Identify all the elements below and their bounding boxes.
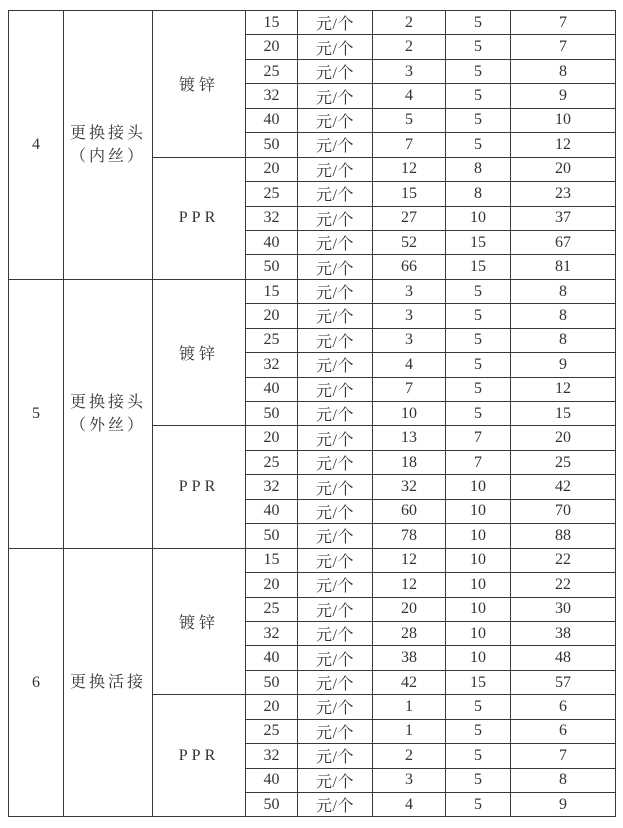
- price-cell: 5: [446, 108, 511, 132]
- price-cell: 20: [511, 426, 616, 450]
- table-row: [9, 11, 616, 35]
- price-table-body: [9, 11, 616, 817]
- size-cell: 25: [246, 597, 298, 621]
- size-cell: 32: [246, 84, 298, 108]
- row-number-cell: 4: [9, 11, 64, 280]
- unit-cell: 元/个: [298, 182, 373, 206]
- size-cell: 40: [246, 377, 298, 401]
- price-cell: 37: [511, 206, 616, 230]
- price-cell: 1: [373, 695, 446, 719]
- price-cell: 8: [511, 59, 616, 83]
- material-name-cell: 镀锌: [153, 11, 246, 158]
- item-name-cell: [64, 548, 153, 817]
- price-table: [8, 10, 616, 817]
- unit-cell: 元/个: [298, 499, 373, 523]
- item-name-line: （外丝）: [69, 416, 146, 434]
- price-cell: 8: [446, 157, 511, 181]
- price-cell: 3: [373, 328, 446, 352]
- size-cell: 20: [246, 695, 298, 719]
- unit-cell: 元/个: [298, 475, 373, 499]
- size-cell: 15: [246, 279, 298, 303]
- size-cell: 40: [246, 768, 298, 792]
- unit-cell: 元/个: [298, 206, 373, 230]
- price-cell: 27: [373, 206, 446, 230]
- price-cell: 5: [446, 793, 511, 817]
- price-cell: 6: [511, 695, 616, 719]
- price-cell: 15: [446, 255, 511, 279]
- price-cell: 10: [446, 646, 511, 670]
- price-cell: 12: [373, 573, 446, 597]
- price-cell: 5: [446, 328, 511, 352]
- price-cell: 5: [446, 133, 511, 157]
- price-cell: 42: [511, 475, 616, 499]
- price-cell: 5: [446, 695, 511, 719]
- table-row: [9, 548, 616, 572]
- unit-cell: 元/个: [298, 133, 373, 157]
- price-cell: 10: [446, 597, 511, 621]
- size-cell: 32: [246, 744, 298, 768]
- price-cell: 4: [373, 84, 446, 108]
- price-cell: 6: [511, 719, 616, 743]
- price-cell: 5: [373, 108, 446, 132]
- price-cell: 18: [373, 450, 446, 474]
- price-cell: 5: [446, 353, 511, 377]
- unit-cell: 元/个: [298, 353, 373, 377]
- item-name-cell: [64, 279, 153, 548]
- price-cell: 5: [446, 744, 511, 768]
- unit-cell: 元/个: [298, 768, 373, 792]
- material-name-cell: 镀锌: [153, 279, 246, 426]
- price-cell: 52: [373, 230, 446, 254]
- price-cell: 57: [511, 670, 616, 694]
- unit-cell: 元/个: [298, 597, 373, 621]
- unit-cell: 元/个: [298, 304, 373, 328]
- size-cell: 20: [246, 573, 298, 597]
- price-cell: 9: [511, 84, 616, 108]
- material-name-cell: PPR: [153, 695, 246, 817]
- size-cell: 20: [246, 426, 298, 450]
- unit-cell: 元/个: [298, 402, 373, 426]
- price-cell: 5: [446, 719, 511, 743]
- price-cell: 25: [511, 450, 616, 474]
- price-cell: 20: [511, 157, 616, 181]
- price-cell: 10: [446, 548, 511, 572]
- price-cell: 48: [511, 646, 616, 670]
- price-cell: 9: [511, 793, 616, 817]
- size-cell: 32: [246, 621, 298, 645]
- price-cell: 7: [511, 11, 616, 35]
- price-cell: 10: [446, 499, 511, 523]
- size-cell: 40: [246, 108, 298, 132]
- size-cell: 25: [246, 328, 298, 352]
- price-cell: 30: [511, 597, 616, 621]
- item-name-line: 更换接头: [69, 393, 146, 411]
- price-cell: 78: [373, 524, 446, 548]
- price-cell: 32: [373, 475, 446, 499]
- price-cell: 8: [511, 304, 616, 328]
- price-cell: 10: [446, 573, 511, 597]
- size-cell: 20: [246, 157, 298, 181]
- price-cell: 23: [511, 182, 616, 206]
- item-name-cell: [64, 11, 153, 280]
- price-cell: 15: [373, 182, 446, 206]
- price-cell: 38: [373, 646, 446, 670]
- material-name-cell: PPR: [153, 426, 246, 548]
- size-cell: 25: [246, 182, 298, 206]
- price-cell: 7: [511, 35, 616, 59]
- price-cell: 5: [446, 768, 511, 792]
- row-number-cell: 5: [9, 279, 64, 548]
- size-cell: 15: [246, 548, 298, 572]
- price-cell: 8: [511, 768, 616, 792]
- unit-cell: 元/个: [298, 450, 373, 474]
- price-cell: 7: [373, 377, 446, 401]
- price-cell: 42: [373, 670, 446, 694]
- price-cell: 67: [511, 230, 616, 254]
- price-cell: 10: [373, 402, 446, 426]
- price-cell: 88: [511, 524, 616, 548]
- price-cell: 8: [446, 182, 511, 206]
- price-cell: 9: [511, 353, 616, 377]
- price-cell: 5: [446, 59, 511, 83]
- price-cell: 10: [446, 206, 511, 230]
- unit-cell: 元/个: [298, 59, 373, 83]
- price-cell: 5: [446, 84, 511, 108]
- price-cell: 4: [373, 793, 446, 817]
- price-cell: 12: [373, 548, 446, 572]
- size-cell: 50: [246, 402, 298, 426]
- unit-cell: 元/个: [298, 744, 373, 768]
- price-cell: 8: [511, 279, 616, 303]
- price-cell: 3: [373, 59, 446, 83]
- material-name-cell: 镀锌: [153, 548, 246, 695]
- price-cell: 7: [446, 450, 511, 474]
- unit-cell: 元/个: [298, 328, 373, 352]
- price-cell: 5: [446, 11, 511, 35]
- price-cell: 3: [373, 768, 446, 792]
- price-cell: 81: [511, 255, 616, 279]
- size-cell: 50: [246, 133, 298, 157]
- unit-cell: 元/个: [298, 35, 373, 59]
- size-cell: 32: [246, 353, 298, 377]
- price-cell: 28: [373, 621, 446, 645]
- price-cell: 3: [373, 279, 446, 303]
- unit-cell: 元/个: [298, 84, 373, 108]
- unit-cell: 元/个: [298, 573, 373, 597]
- size-cell: 40: [246, 646, 298, 670]
- size-cell: 25: [246, 719, 298, 743]
- price-cell: 70: [511, 499, 616, 523]
- unit-cell: 元/个: [298, 695, 373, 719]
- unit-cell: 元/个: [298, 621, 373, 645]
- price-cell: 5: [446, 304, 511, 328]
- price-cell: 15: [446, 230, 511, 254]
- price-cell: 15: [511, 402, 616, 426]
- size-cell: 20: [246, 35, 298, 59]
- price-cell: 10: [511, 108, 616, 132]
- unit-cell: 元/个: [298, 793, 373, 817]
- size-cell: 50: [246, 793, 298, 817]
- price-cell: 15: [446, 670, 511, 694]
- price-cell: 12: [511, 133, 616, 157]
- price-cell: 10: [446, 475, 511, 499]
- price-cell: 10: [446, 621, 511, 645]
- price-cell: 3: [373, 304, 446, 328]
- price-cell: 22: [511, 573, 616, 597]
- item-name-line: 更换接头: [69, 124, 146, 142]
- price-cell: 5: [446, 279, 511, 303]
- price-cell: 7: [511, 744, 616, 768]
- price-cell: 4: [373, 353, 446, 377]
- table-row: [9, 279, 616, 303]
- item-name-line: （内丝）: [69, 147, 146, 165]
- unit-cell: 元/个: [298, 548, 373, 572]
- size-cell: 50: [246, 255, 298, 279]
- item-name-line: 更换活接: [69, 674, 146, 692]
- unit-cell: 元/个: [298, 279, 373, 303]
- unit-cell: 元/个: [298, 524, 373, 548]
- unit-cell: 元/个: [298, 670, 373, 694]
- size-cell: 32: [246, 475, 298, 499]
- unit-cell: 元/个: [298, 157, 373, 181]
- price-cell: 20: [373, 597, 446, 621]
- unit-cell: 元/个: [298, 646, 373, 670]
- row-number-cell: 6: [9, 548, 64, 817]
- price-cell: 5: [446, 402, 511, 426]
- price-cell: 7: [373, 133, 446, 157]
- price-cell: 60: [373, 499, 446, 523]
- unit-cell: 元/个: [298, 11, 373, 35]
- unit-cell: 元/个: [298, 255, 373, 279]
- size-cell: 50: [246, 670, 298, 694]
- price-cell: 12: [511, 377, 616, 401]
- price-cell: 2: [373, 35, 446, 59]
- size-cell: 32: [246, 206, 298, 230]
- unit-cell: 元/个: [298, 426, 373, 450]
- price-cell: 12: [373, 157, 446, 181]
- price-cell: 2: [373, 744, 446, 768]
- price-cell: 8: [511, 328, 616, 352]
- unit-cell: 元/个: [298, 108, 373, 132]
- material-name-cell: PPR: [153, 157, 246, 279]
- price-cell: 38: [511, 621, 616, 645]
- price-cell: 13: [373, 426, 446, 450]
- price-cell: 5: [446, 35, 511, 59]
- price-cell: 5: [446, 377, 511, 401]
- size-cell: 50: [246, 524, 298, 548]
- price-cell: 10: [446, 524, 511, 548]
- price-cell: 7: [446, 426, 511, 450]
- size-cell: 40: [246, 499, 298, 523]
- price-cell: 1: [373, 719, 446, 743]
- price-cell: 22: [511, 548, 616, 572]
- size-cell: 15: [246, 11, 298, 35]
- unit-cell: 元/个: [298, 719, 373, 743]
- price-cell: 66: [373, 255, 446, 279]
- unit-cell: 元/个: [298, 377, 373, 401]
- size-cell: 25: [246, 450, 298, 474]
- price-cell: 2: [373, 11, 446, 35]
- unit-cell: 元/个: [298, 230, 373, 254]
- size-cell: 20: [246, 304, 298, 328]
- size-cell: 40: [246, 230, 298, 254]
- size-cell: 25: [246, 59, 298, 83]
